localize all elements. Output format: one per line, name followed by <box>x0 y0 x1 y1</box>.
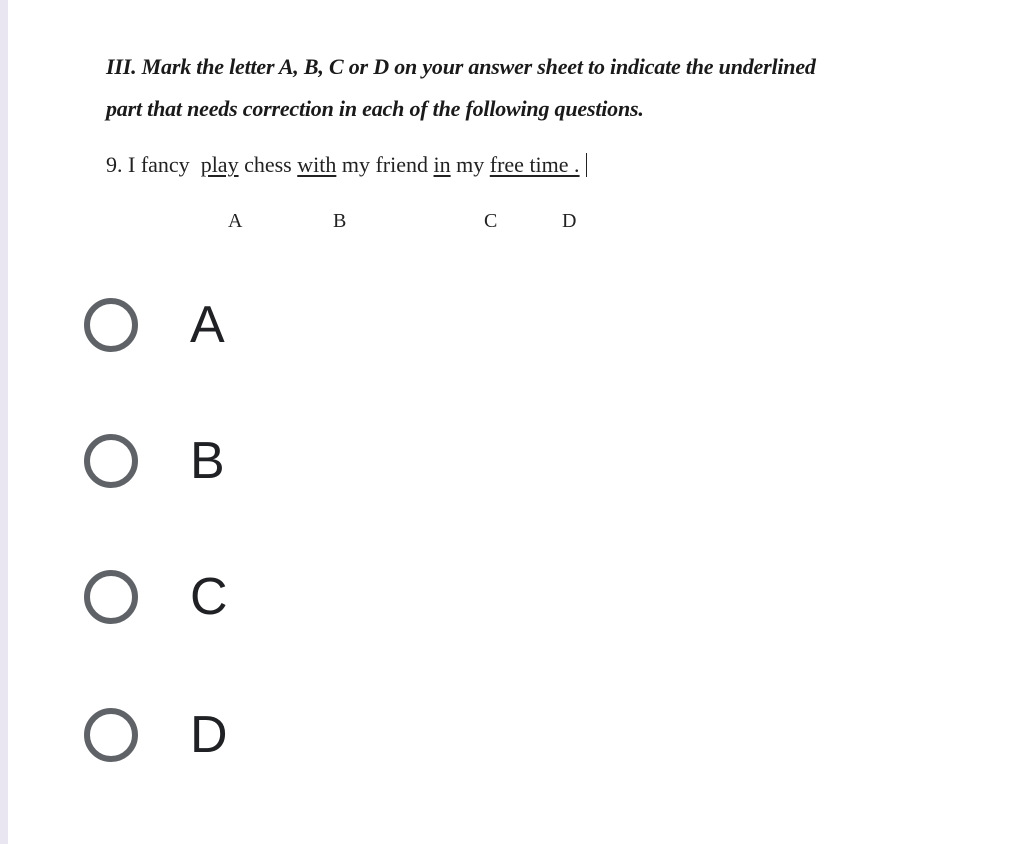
underlined-part-c: in <box>433 152 451 177</box>
sentence-text-1: chess <box>244 152 292 177</box>
text-caret <box>586 153 588 177</box>
option-b[interactable] <box>84 426 225 496</box>
underlined-part-d: free time . <box>489 152 580 177</box>
question-sentence <box>106 152 587 178</box>
marker-a: A <box>228 210 243 232</box>
marker-b: B <box>333 210 347 232</box>
sentence-text-2: my friend <box>341 152 429 177</box>
option-label-b: B <box>190 432 225 490</box>
underlined-part-a: play <box>200 152 239 177</box>
option-a[interactable] <box>84 290 225 360</box>
radio-circle-icon[interactable] <box>84 708 138 762</box>
marker-d: D <box>562 210 577 232</box>
question-number-text: 9. I fancy <box>106 152 190 177</box>
radio-circle-icon[interactable] <box>84 570 138 624</box>
option-d[interactable] <box>84 700 228 770</box>
radio-circle-icon[interactable] <box>84 434 138 488</box>
instruction-line-1: III. Mark the letter A, B, C or D on your answer sheet to indicate the underlined <box>106 54 816 79</box>
underlined-part-b: with <box>297 152 337 177</box>
sentence-text-3: my <box>456 152 485 177</box>
instruction-line-2: part that needs correction in each of the following questions. <box>106 96 644 121</box>
option-label-d: D <box>190 706 228 764</box>
option-c[interactable] <box>84 562 228 632</box>
option-label-a: A <box>190 296 225 354</box>
radio-circle-icon[interactable] <box>84 298 138 352</box>
marker-c: C <box>484 210 498 232</box>
question-image <box>0 0 1024 250</box>
option-label-c: C <box>190 568 228 626</box>
